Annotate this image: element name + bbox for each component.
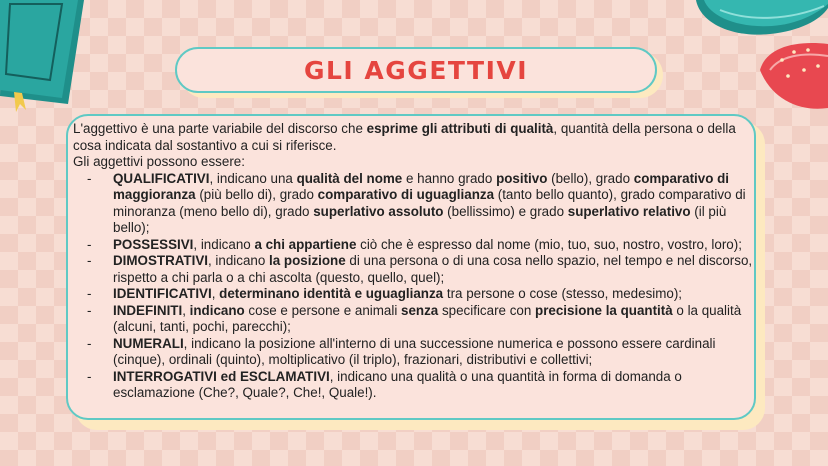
list-item-identificativi: - IDENTIFICATIVI, determinano identità e uguaglianza tra persone o cose (stesso, medesimo); [87, 286, 683, 301]
intro-paragraph [73, 121, 753, 154]
dash-bullet: - [87, 335, 92, 351]
leaf-decoration-icon [690, 0, 828, 112]
list-item-indefiniti: - INDEFINITI, indicano cose e persone e animali senza specificare con precisione la quantità o la qualità (alcuni, tanti, pochi, parecchi); [87, 302, 742, 334]
list-intro: Gli aggettivi possono essere: [73, 154, 245, 169]
dash-bullet: - [87, 368, 92, 384]
list-item-dimostrativi: - DIMOSTRATIVI, indicano la posizione di una persona o di una cosa nello spazio, nel tempo e nel discorso, rispetto a chi parla o a chi ascolta (questo, quello, quel); [87, 253, 753, 285]
content-text [73, 121, 753, 402]
adjective-list [73, 171, 753, 402]
dash-bullet: - [87, 170, 92, 186]
dash-bullet: - [87, 302, 92, 318]
page-title: GLI AGGETTIVI [303, 55, 529, 85]
dash-bullet: - [87, 253, 92, 268]
list-item-interrogativi: - INTERROGATIVI ed ESCLAMATIVI, indicano una qualità o una quantità in forma di domanda o esclamazione (Che?, Quale?, Che!, Quale!). [87, 368, 682, 400]
list-item-possessivi: - POSSESSIVI, indicano a chi appartiene ciò che è espresso dal nome (mio, tuo, suo, nostro, vostro, loro); [87, 236, 742, 252]
list-item-qualificativi: - QUALIFICATIVI, indicano una qualità del nome e hanno grado positivo (bello), grado comparativo di maggioranza (più bello di), grado comparativo di uguaglianza (tanto bello quanto), grado comparativo di minoranza (meno bello di), grado superlativo assoluto (bellissimo) e grado superlativo relativo (il più bello); [87, 170, 746, 235]
dash-bullet: - [87, 286, 92, 301]
intro-text: , quantità della persona o della cosa indicata dal sostantivo a cui si riferisce. [73, 121, 736, 153]
intro-bold: esprime gli attributi di qualità [366, 121, 554, 136]
dash-bullet: - [87, 236, 92, 252]
notebook-icon [0, 0, 90, 115]
title-banner [175, 47, 657, 93]
list-item-numerali: - NUMERALI, indicano la posizione all'interno di una successione numerica e possono essere cardinali (cinque), ordinali (quinto), moltiplicativo (il triplo), frazionari, distributivi e collettivi; [87, 335, 716, 367]
intro-text: L'aggettivo è una parte variabile del discorso che [73, 121, 367, 136]
